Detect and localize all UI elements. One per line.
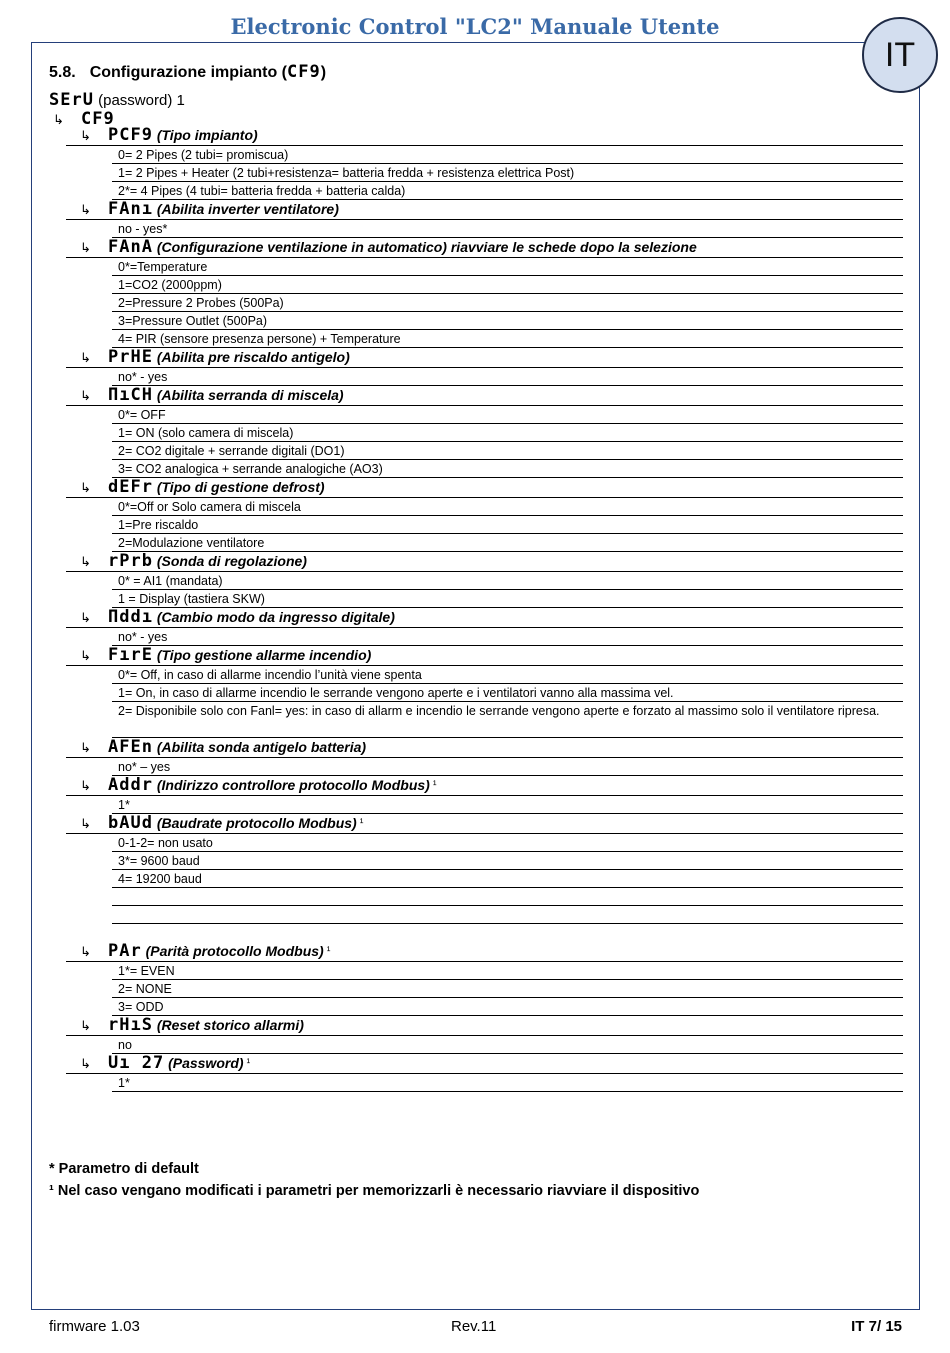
- parameter-code: ΠıCH: [108, 385, 153, 405]
- parameter-row: [66, 738, 903, 758]
- parameter-option: no* – yes: [112, 758, 903, 776]
- parameter-option: 2=Pressure 2 Probes (500Pa): [112, 294, 903, 312]
- blank-option-row: [112, 924, 903, 942]
- submenu-arrow-icon: ↳: [80, 611, 91, 626]
- parameter-description: (Baudrate protocollo Modbus): [156, 815, 357, 831]
- parameter-code: Πddı: [108, 607, 153, 627]
- parameter-description: (Password): [168, 1055, 244, 1071]
- parameter-description: (Reset storico allarmi): [156, 1017, 304, 1033]
- parameter-row: [66, 126, 903, 146]
- submenu-arrow-icon: ↳: [80, 555, 91, 570]
- footer-page-number: IT 7/ 15: [851, 1318, 902, 1335]
- parameter-code: rPrb: [108, 551, 153, 571]
- parameter-option: 1*: [112, 1074, 903, 1092]
- parameter-option: 1 = Display (tastiera SKW): [112, 590, 903, 608]
- parameter-option: 0= 2 Pipes (2 tubi= promiscua): [112, 146, 903, 164]
- parameter-description: (Abilita inverter ventilatore): [156, 201, 339, 217]
- section-title-text: Configurazione impianto (: [89, 64, 288, 81]
- restart-footnote-marker: ¹: [359, 817, 364, 829]
- parameter-code: Uı 27: [108, 1053, 165, 1073]
- parameter-code: bAUd: [108, 813, 153, 833]
- parameter-option: 1= On, in caso di allarme incendio le serrande vengono aperte e i ventilatori vanno alla massima vel.: [112, 684, 903, 702]
- submenu-arrow-icon: ↳: [80, 779, 91, 794]
- parameter-code: FırE: [108, 645, 153, 665]
- restart-footnote-marker: ¹: [326, 945, 331, 957]
- parameter-row: [66, 1054, 903, 1074]
- parameter-code: PAr: [108, 941, 142, 961]
- parameter-description: (Tipo impianto): [156, 127, 258, 143]
- submenu-arrow-icon: ↳: [80, 241, 91, 256]
- parameter-description: (Abilita pre riscaldo antigelo): [156, 349, 350, 365]
- service-code: SErU: [49, 90, 94, 110]
- document-header-title: Electronic Control "LC2" Manuale Utente: [230, 14, 720, 39]
- service-text: (password) 1: [93, 92, 185, 109]
- parameter-row: [66, 1016, 903, 1036]
- parameter-option: 0* = AI1 (mandata): [112, 572, 903, 590]
- parameter-option: 2= CO2 digitale + serrande digitali (DO1): [112, 442, 903, 460]
- parameter-description: (Tipo gestione allarme incendio): [156, 647, 372, 663]
- parameter-option: 1= 2 Pipes + Heater (2 tubi+resistenza= batteria fredda + resistenza elettrica Post): [112, 164, 903, 182]
- parameter-description: (Indirizzo controllore protocollo Modbus): [156, 777, 430, 793]
- parameter-code: dEFr: [108, 477, 153, 497]
- parameter-description: (Tipo di gestione defrost): [156, 479, 325, 495]
- parameter-description: (Parità protocollo Modbus): [145, 943, 324, 959]
- parameter-description: (Cambio modo da ingresso digitale): [156, 609, 395, 625]
- parameter-option: 0*=Temperature: [112, 258, 903, 276]
- submenu-arrow-icon: ↳: [80, 741, 91, 756]
- parameter-option: 4= 19200 baud: [112, 870, 903, 888]
- parameter-option: no: [112, 1036, 903, 1054]
- submenu-arrow-icon: ↳: [80, 649, 91, 664]
- submenu-arrow-icon: ↳: [80, 129, 91, 144]
- service-password-line: [49, 90, 185, 110]
- footnote-restart: ¹ Nel caso vengano modificati i parametri per memorizzarli è necessario riavviare il dispositivo: [49, 1183, 700, 1199]
- parameter-option: 2= NONE: [112, 980, 903, 998]
- parameter-option: 3=Pressure Outlet (500Pa): [112, 312, 903, 330]
- section-title-end: ): [320, 64, 327, 81]
- submenu-arrow-icon: ↳: [80, 351, 91, 366]
- submenu-arrow-icon: ↳: [80, 1019, 91, 1034]
- parameter-row: [66, 386, 903, 406]
- submenu-arrow-icon: ↳: [80, 1057, 91, 1072]
- parameter-row: [66, 552, 903, 572]
- parameter-code: rHıS: [108, 1015, 153, 1035]
- parameter-code: AFEn: [108, 737, 153, 757]
- restart-footnote-marker: ¹: [246, 1057, 251, 1069]
- submenu-arrow-icon: ↳: [80, 945, 91, 960]
- parameter-option: no - yes*: [112, 220, 903, 238]
- parameter-row: [66, 478, 903, 498]
- parameter-description: (Abilita serranda di miscela): [156, 387, 344, 403]
- parameter-row: [66, 608, 903, 628]
- section-heading: [49, 62, 326, 82]
- cfg-code: CF9: [81, 109, 115, 129]
- parameter-row: [66, 348, 903, 368]
- parameter-option: 3= CO2 analogica + serrande analogiche (AO3): [112, 460, 903, 478]
- parameter-option: 4= PIR (sensore presenza persone) + Temperature: [112, 330, 903, 348]
- submenu-arrow-icon: ↳: [53, 113, 64, 128]
- parameter-row: [66, 776, 903, 796]
- footnotes: [49, 1158, 699, 1202]
- parameter-list: [66, 126, 903, 1092]
- parameter-row: [66, 646, 903, 666]
- submenu-arrow-icon: ↳: [80, 817, 91, 832]
- parameter-option: 3*= 9600 baud: [112, 852, 903, 870]
- parameter-option: 0*=Off or Solo camera di miscela: [112, 498, 903, 516]
- parameter-option: 1*: [112, 796, 903, 814]
- blank-option-row: [112, 888, 903, 906]
- parameter-code: FAnı: [108, 199, 153, 219]
- blank-option-row: [112, 906, 903, 924]
- parameter-code: PrHE: [108, 347, 153, 367]
- parameter-row: [66, 200, 903, 220]
- parameter-row: [66, 814, 903, 834]
- parameter-option: no* - yes: [112, 628, 903, 646]
- parameter-description: (Configurazione ventilazione in automatico) riavviare le schede dopo la selezione: [156, 239, 697, 255]
- footer-revision: Rev.11: [451, 1318, 497, 1335]
- parameter-option: no* - yes: [112, 368, 903, 386]
- parameter-option: 0*= OFF: [112, 406, 903, 424]
- submenu-arrow-icon: ↳: [80, 203, 91, 218]
- parameter-row: [66, 942, 903, 962]
- section-number: 5.8.: [49, 64, 76, 81]
- parameter-option: 2*= 4 Pipes (4 tubi= batteria fredda + batteria calda): [112, 182, 903, 200]
- parameter-code: PCF9: [108, 125, 153, 145]
- footer-firmware: firmware 1.03: [49, 1318, 140, 1335]
- submenu-arrow-icon: ↳: [80, 389, 91, 404]
- parameter-option: 1=CO2 (2000ppm): [112, 276, 903, 294]
- parameter-option: 1*= EVEN: [112, 962, 903, 980]
- parameter-option: 2= Disponibile solo con Fanl= yes: in caso di allarm e incendio le serrande vengono aperte e forzato al massimo solo il ventilatore ripresa.: [112, 702, 903, 738]
- parameter-option: 0*= Off, in caso di allarme incendio l’unità viene spenta: [112, 666, 903, 684]
- language-badge: IT: [862, 17, 938, 93]
- parameter-option: 0-1-2= non usato: [112, 834, 903, 852]
- parameter-option: 2=Modulazione ventilatore: [112, 534, 903, 552]
- parameter-option: 1= ON (solo camera di miscela): [112, 424, 903, 442]
- parameter-description: (Sonda di regolazione): [156, 553, 307, 569]
- parameter-code: Addr: [108, 775, 153, 795]
- parameter-option: 1=Pre riscaldo: [112, 516, 903, 534]
- restart-footnote-marker: ¹: [432, 779, 437, 791]
- parameter-row: [66, 238, 903, 258]
- section-title-code: CF9: [287, 62, 321, 82]
- footnote-default: * Parametro di default: [49, 1161, 199, 1177]
- parameter-option: 3= ODD: [112, 998, 903, 1016]
- parameter-description: (Abilita sonda antigelo batteria): [156, 739, 367, 755]
- submenu-arrow-icon: ↳: [80, 481, 91, 496]
- parameter-code: FAnA: [108, 237, 153, 257]
